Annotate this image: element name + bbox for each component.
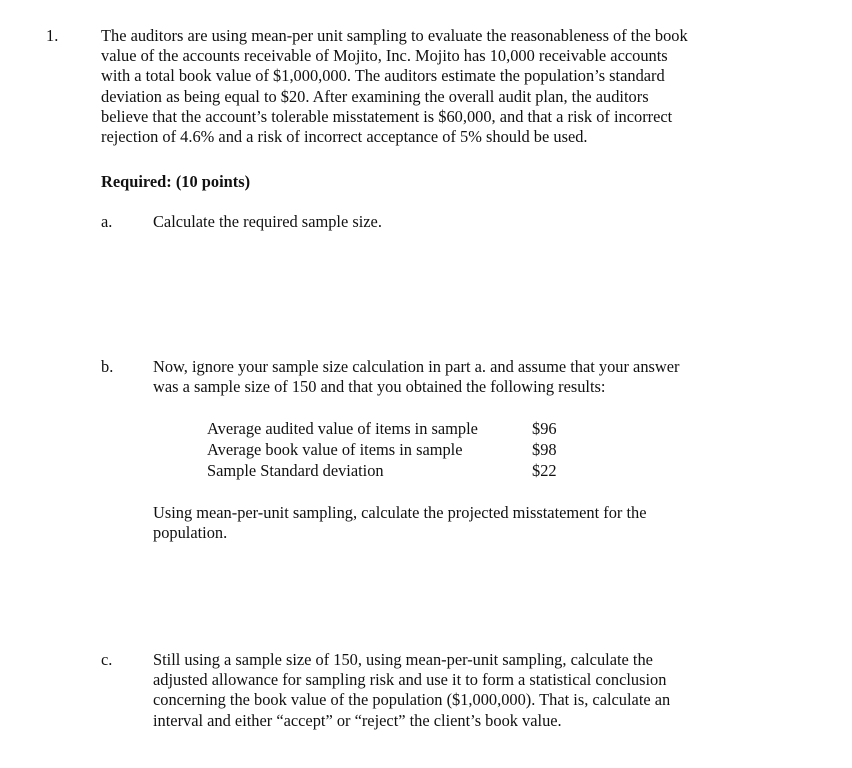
- part-a-label: a.: [101, 212, 113, 231]
- part-c-label: c.: [101, 650, 113, 669]
- part-c-text: [153, 650, 793, 731]
- result-value: $96: [532, 419, 557, 438]
- question-number: 1.: [46, 26, 59, 45]
- result-label: Average book value of items in sample: [207, 440, 463, 459]
- result-value: $98: [532, 440, 557, 459]
- part-c-line: adjusted allowance for sampling risk and use it to form a statistical conclusion: [153, 670, 667, 690]
- stem-line: value of the accounts receivable of Mojito, Inc. Mojito has 10,000 receivable accounts: [101, 46, 668, 66]
- result-label: Average audited value of items in sample: [207, 419, 478, 438]
- table-row: [207, 461, 557, 482]
- stem-line: with a total book value of $1,000,000. The auditors estimate the population’s standard: [101, 66, 665, 86]
- result-value: $22: [532, 461, 557, 480]
- part-c-line: Still using a sample size of 150, using mean-per-unit sampling, calculate the: [153, 650, 653, 669]
- part-c-line: concerning the book value of the population ($1,000,000). That is, calculate an: [153, 690, 671, 710]
- part-b-followup-line: population.: [153, 523, 228, 543]
- table-row: [207, 440, 557, 461]
- question-stem: [101, 26, 791, 147]
- required-heading: Required: (10 points): [101, 172, 251, 191]
- part-a-line: Calculate the required sample size.: [153, 212, 382, 231]
- part-b-followup: [153, 503, 793, 543]
- stem-line: deviation as being equal to $20. After examining the overall audit plan, the auditors: [101, 86, 649, 106]
- stem-line: rejection of 4.6% and a risk of incorrect acceptance of 5% should be used.: [101, 127, 588, 147]
- part-b-followup-line: Using mean-per-unit sampling, calculate the projected misstatement for the: [153, 503, 647, 522]
- part-b-text: [153, 357, 793, 397]
- table-row: [207, 419, 557, 440]
- stem-line: The auditors are using mean-per unit sampling to evaluate the reasonableness of the book: [101, 26, 688, 45]
- part-c-line: interval and either “accept” or “reject” the client’s book value.: [153, 710, 562, 730]
- part-a-text: [153, 212, 793, 232]
- result-label: Sample Standard deviation: [207, 461, 384, 480]
- sample-results-table: [207, 419, 557, 482]
- part-b-line: was a sample size of 150 and that you obtained the following results:: [153, 377, 606, 397]
- stem-line: believe that the account’s tolerable misstatement is $60,000, and that a risk of incorrect: [101, 106, 673, 126]
- part-b-line: Now, ignore your sample size calculation in part a. and assume that your answer: [153, 357, 680, 376]
- part-b-label: b.: [101, 357, 114, 376]
